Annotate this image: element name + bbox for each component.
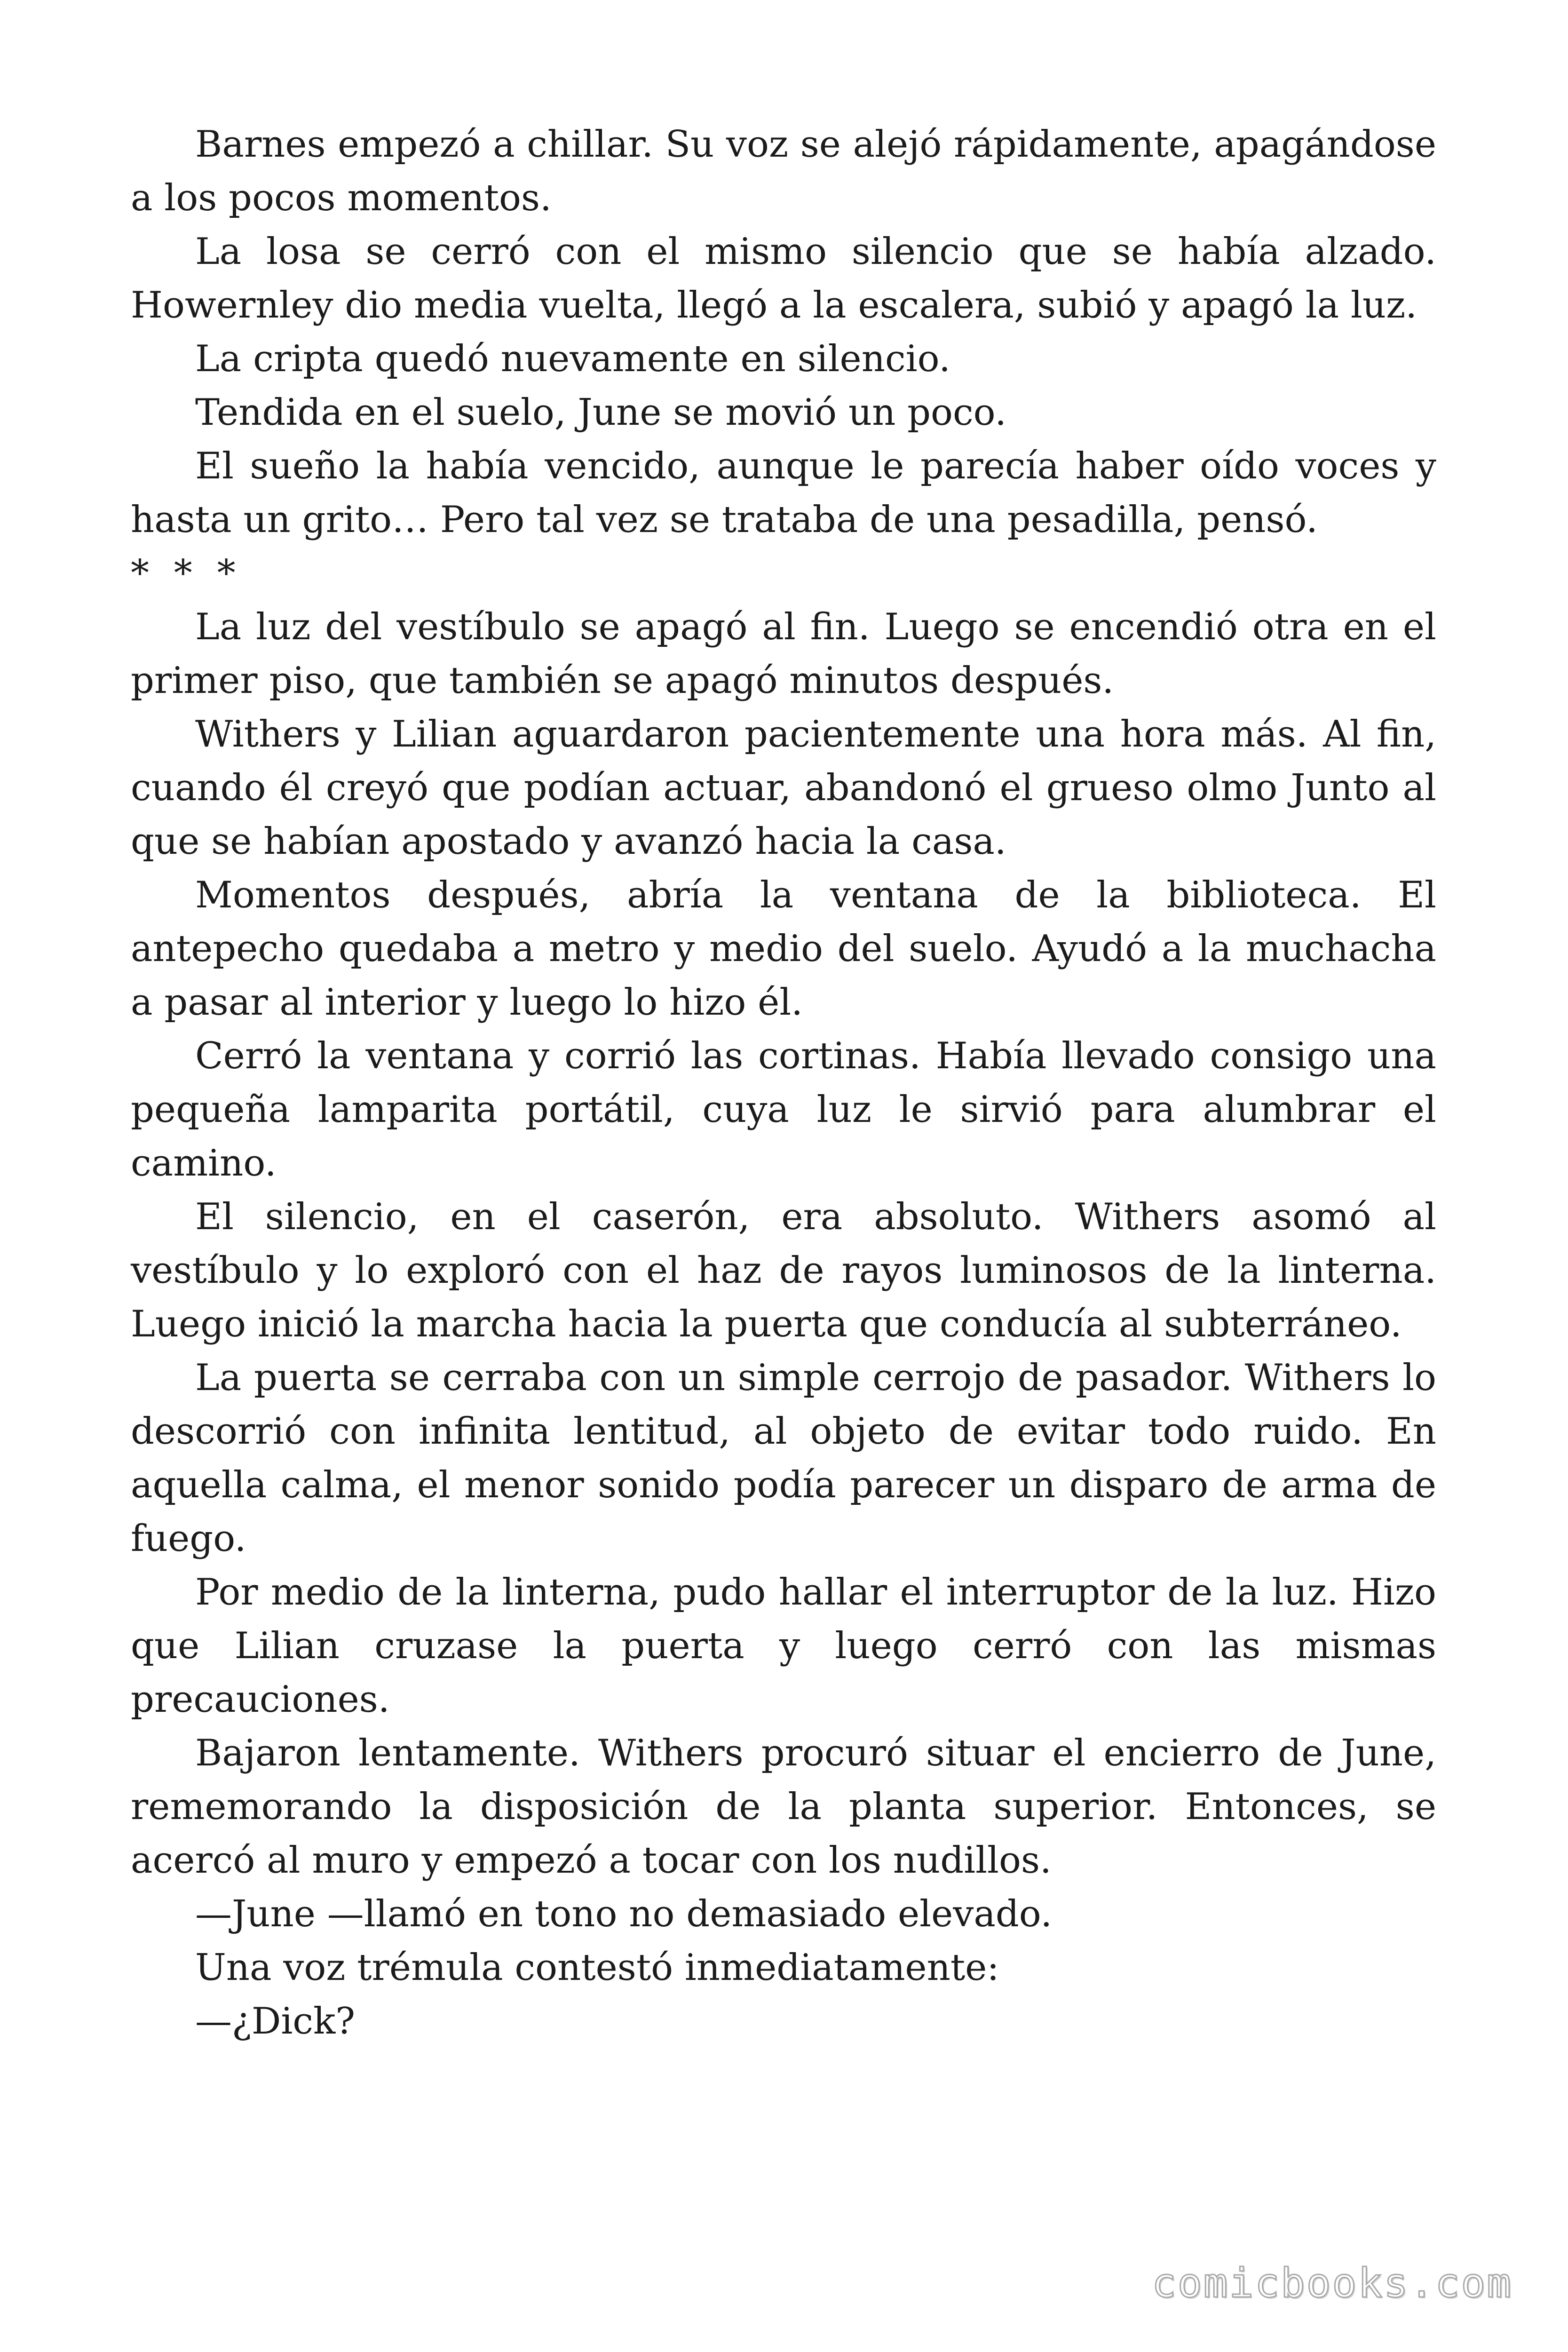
watermark: comicbooks.com [1152,2260,1513,2307]
paragraph: —June —llamó en tono no demasiado elevado. [195,1893,1053,1935]
paragraph: —¿Dick? [195,2000,356,2042]
paragraph: La luz del vestíbulo se apagó al fin. Luego se encendió otra en el primer piso, que también se apagó minutos después. [131,606,1436,702]
paragraph: Tendida en el suelo, June se movió un poco. [195,391,1007,434]
paragraph: El silencio, en el caserón, era absoluto. Withers asomó al vestíbulo y lo exploró con el haz de rayos luminosos de la linterna. Luego inició la marcha hacia la puerta que conducía al subterráneo. [131,1196,1436,1345]
paragraph: La cripta quedó nuevamente en silencio. [195,338,950,380]
paragraph: Withers y Lilian aguardaron pacientemente una hora más. Al fin, cuando él creyó que podían actuar, abandonó el grueso olmo Junto al que se habían apostado y avanzó hacia la casa. [131,713,1436,863]
paragraph: Momentos después, abría la ventana de la biblioteca. El antepecho quedaba a metro y medio del suelo. Ayudó a la muchacha a pasar al interior y luego lo hizo él. [131,874,1436,1024]
paragraph: Cerró la ventana y corrió las cortinas. Había llevado consigo una pequeña lamparita portátil, cuya luz le sirvió para alumbrar el camino. [131,1035,1436,1184]
paragraph: Por medio de la linterna, pudo hallar el interruptor de la luz. Hizo que Lilian cruzase la puerta y luego cerró con las mismas precauciones. [131,1571,1436,1721]
paragraph: Bajaron lentamente. Withers procuró situar el encierro de June, rememorando la disposición de la planta superior. Entonces, se acercó al muro y empezó a tocar con los nudillos. [131,1732,1436,1882]
page-text [131,118,1436,2048]
paragraph: El sueño la había vencido, aunque le parecía haber oído voces y hasta un grito… Pero tal vez se trataba de una pesadilla, pensó. [131,445,1436,541]
paragraph: La losa se cerró con el mismo silencio que se había alzado. Howernley dio media vuelta, llegó a la escalera, subió y apagó la luz. [131,230,1436,326]
paragraph: La puerta se cerraba con un simple cerrojo de pasador. Withers lo descorrió con infinita lentitud, al objeto de evitar todo ruido. En aquella calma, el menor sonido podía parecer un disparo de arma de fuego. [131,1357,1436,1560]
paragraph: Una voz trémula contestó inmediatamente: [195,1947,999,1989]
scene-separator: * * * [131,552,242,595]
paragraph: Barnes empezó a chillar. Su voz se alejó rápidamente, apagándose a los pocos momentos. [131,123,1436,219]
